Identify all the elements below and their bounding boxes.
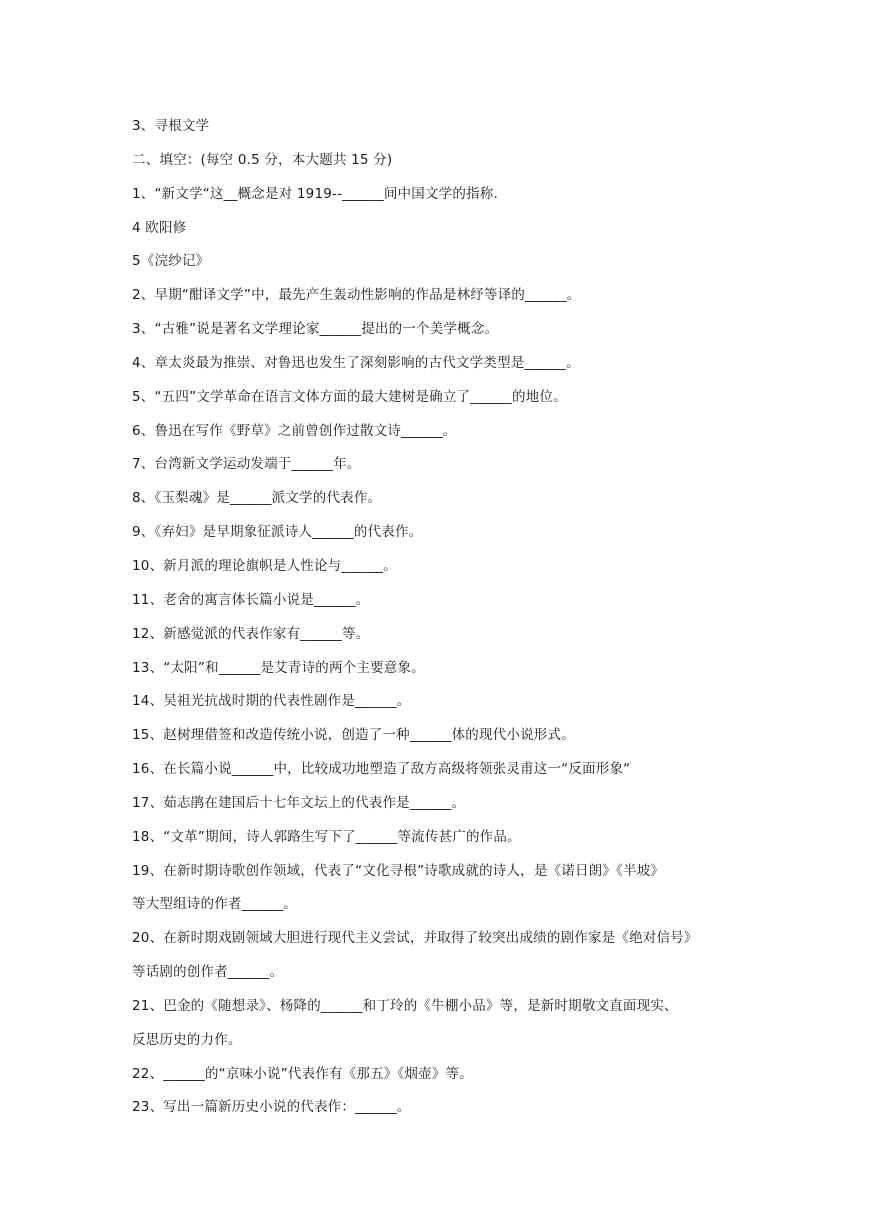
question-11: 11、老舍的寓言体长篇小说是______。: [132, 591, 370, 608]
text-line-5: 5《浣纱记》: [132, 253, 210, 270]
text-line-1: 3、寻根文学: [132, 118, 210, 134]
question-10: 10、新月派的理论旗帜是人性论与______。: [132, 557, 397, 574]
question-19-continued: 等大型组诗的作者______。: [132, 896, 297, 913]
question-8: 8、《玉梨魂》是______派文学的代表作。: [132, 490, 382, 507]
question-21: 21、巴金的《随想录》、杨降的______和丁玲的《牛棚小品》等，是新时期敬文直面现实、: [132, 997, 678, 1014]
question-12: 12、新感觉派的代表作家有______等。: [132, 625, 370, 642]
question-16: 16、在长篇小说______中，比较成功地塑造了敌方高级将领张灵甫这一“反面形象“: [132, 761, 631, 778]
question-6: 6、鲁迅在写作《野草》之前曾创作过散文诗______。: [132, 422, 457, 439]
question-9: 9、《弃妇》是早期象征派诗人______的代表作。: [132, 524, 423, 541]
question-14: 14、吴祖光抗战时期的代表性剧作是______。: [132, 693, 411, 710]
question-22: 22、______的“京味小说”代表作有《那五》《烟壶》等。: [132, 1065, 473, 1082]
document-body: [132, 110, 752, 1125]
question-13: 13、“太阳”和______是艾青诗的两个主要意象。: [132, 659, 425, 676]
question-23: 23、写出一篇新历史小说的代表作：______。: [132, 1099, 411, 1116]
section-heading-fill-blank: 二、填空：(每空 0.5 分，本大题共 15 分): [132, 151, 393, 168]
question-20: 20、在新时期戏剧领域大胆进行现代主义尝试，并取得了较突出成绩的剧作家是《绝对信号》: [132, 930, 698, 947]
text-line-4: 4 欧阳修: [132, 219, 187, 236]
question-20-continued: 等话剧的创作者______。: [132, 964, 284, 981]
question-4: 4、章太炎最为推崇、对鲁迅也发生了深刻影响的古代文学类型是______。: [132, 354, 580, 371]
question-17: 17、茹志鹃在建国后十七年文坛上的代表作是______。: [132, 794, 466, 811]
question-2: 2、早期“酣译文学”中，最先产生轰动性影响的作品是林纾等译的______。: [132, 287, 581, 304]
question-5: 5、“五四”文学革命在语言文体方面的最大建树是确立了______的地位。: [132, 388, 567, 405]
question-21-continued: 反思历史的力作。: [132, 1031, 242, 1048]
question-19: 19、在新时期诗歌创作领域，代表了“文化寻根”诗歌成就的诗人，是《诺日朗》《半坡》: [132, 862, 665, 879]
question-3: 3、“古雅”说是著名文学理论家______提出的一个美学概念。: [132, 321, 499, 338]
question-15: 15、赵树理借签和改造传统小说，创造了一种______体的现代小说形式。: [132, 727, 575, 744]
question-18: 18、“文革”期间，诗人郭路生写下了______等流传甚广的作品。: [132, 828, 521, 845]
question-7: 7、台湾新文学运动发端于______年。: [132, 456, 361, 473]
question-1: 1、“新文学“这__概念是对 1919--______间中国文学的指称.: [132, 185, 498, 202]
